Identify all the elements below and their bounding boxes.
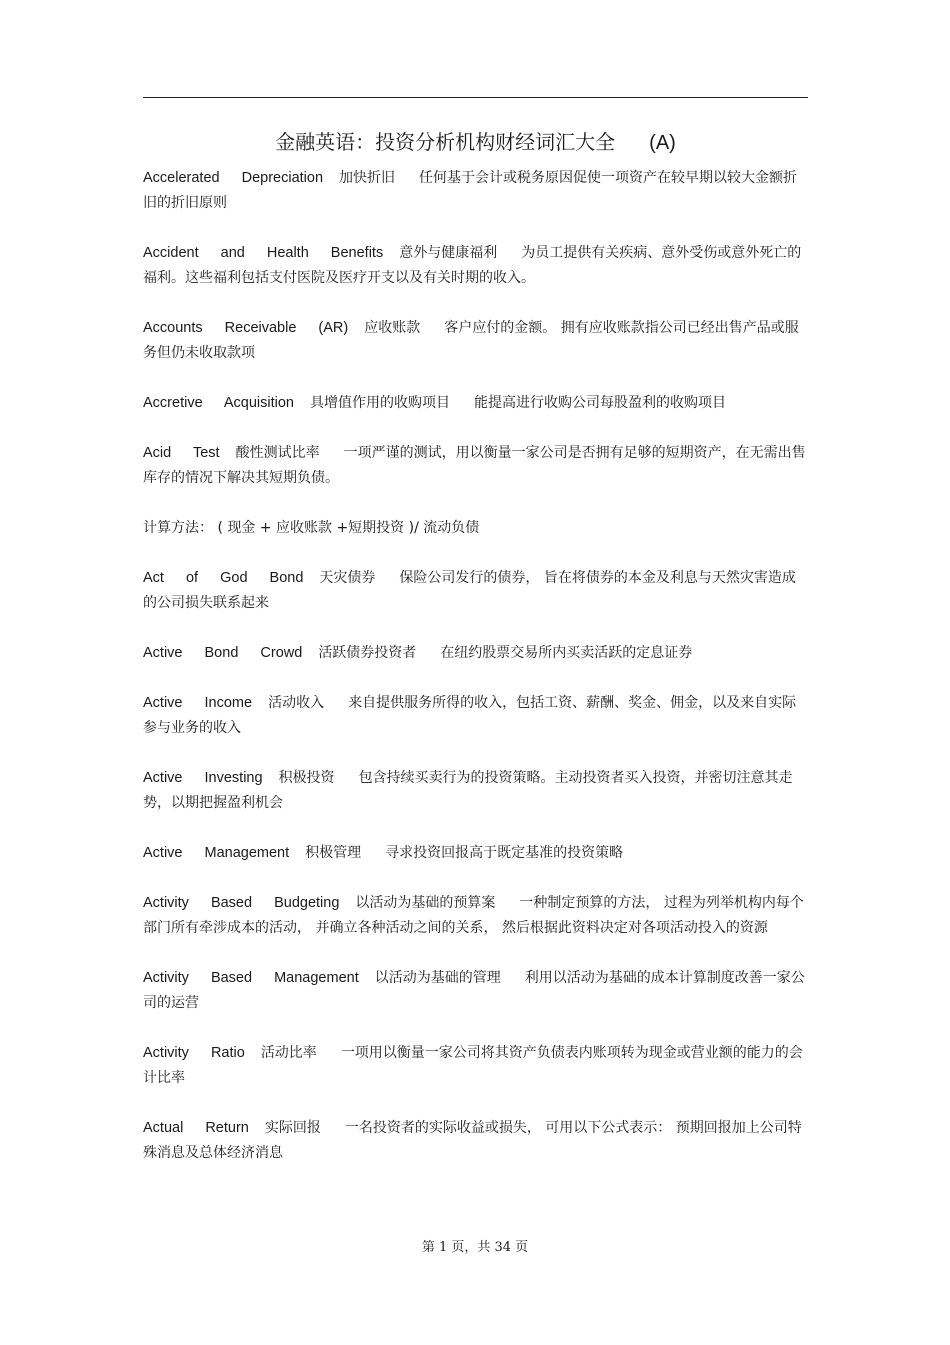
glossary-entry	[143, 891, 808, 941]
entry-chinese-term: 活动比率	[260, 1045, 317, 1061]
glossary-entry	[143, 566, 808, 616]
glossary-entry	[143, 691, 808, 741]
entry-term: Accretive Acquisition	[143, 395, 294, 411]
entry-definition: 为员工提供有关疾病、意外受伤或意外死亡的福利。这些福利包括支付医院及医疗开支以及有关时期的收入。	[143, 245, 802, 286]
glossary-entry	[143, 766, 808, 816]
entry-chinese-term: 以活动为基础的管理	[374, 970, 501, 986]
glossary-entry	[143, 1116, 808, 1166]
formula-text: 计算方法： ( 现金 + 应收账款 +短期投资 )/ 流动负债	[143, 520, 480, 536]
entry-chinese-term: 应收账款	[364, 320, 421, 336]
entry-chinese-term: 加快折旧	[339, 170, 396, 186]
glossary-entry	[143, 316, 808, 366]
glossary-entry	[143, 841, 808, 866]
entry-definition: 保险公司发行的债券， 旨在将债券的本金及利息与天然灾害造成的公司损失联系起来	[143, 570, 796, 611]
entry-definition: 能提高进行收购公司每股盈利的收购项目	[473, 395, 726, 411]
entry-definition: 寻求投资回报高于既定基准的投资策略	[385, 845, 624, 861]
entry-term: Act of God Bond	[143, 570, 304, 586]
glossary-list	[143, 166, 808, 1191]
page-title-suffix: (A)	[649, 132, 676, 154]
entry-definition: 任何基于会计或税务原因促使一项资产在较早期以较大金额折旧的折旧原则	[143, 170, 798, 211]
glossary-entry	[143, 1041, 808, 1091]
entry-chinese-term: 具增值作用的收购项目	[309, 395, 450, 411]
entry-term: Accelerated Depreciation	[143, 170, 324, 186]
entry-definition: 一项严谨的测试，用以衡量一家公司是否拥有足够的短期资产，在无需出售库存的情况下解决其短期负债。	[143, 445, 806, 486]
entry-term: Activity Based Budgeting	[143, 895, 340, 911]
entry-chinese-term: 活跃债券投资者	[318, 645, 417, 661]
entry-chinese-term: 积极管理	[305, 845, 362, 861]
glossary-entry	[143, 241, 808, 291]
entry-definition: 一种制定预算的方法， 过程为列举机构内每个部门所有牵涉成本的活动， 并确立各种活动之间的关系， 然后根据此资料决定对各项活动投入的资源	[143, 895, 804, 936]
entry-chinese-term: 意外与健康福利	[399, 245, 498, 261]
entry-definition: 一项用以衡量一家公司将其资产负债表内账项转为现金或营业额的能力的会计比率	[143, 1045, 803, 1086]
entry-term: Actual Return	[143, 1120, 249, 1136]
entry-term: Accounts Receivable (AR)	[143, 320, 349, 336]
entry-term: Active Income	[143, 695, 253, 711]
glossary-entry	[143, 966, 808, 1016]
glossary-entry	[143, 641, 808, 666]
entry-chinese-term: 以活动为基础的预算案	[355, 895, 496, 911]
entry-term: Acid Test	[143, 445, 220, 461]
entry-term: Activity Based Management	[143, 970, 359, 986]
entry-term: Active Bond Crowd	[143, 645, 303, 661]
entry-chinese-term: 活动收入	[268, 695, 325, 711]
entry-term: Active Investing	[143, 770, 263, 786]
entry-chinese-term: 酸性测试比率	[235, 445, 320, 461]
formula-line	[143, 516, 808, 541]
entry-term: Active Management	[143, 845, 290, 861]
entry-definition: 利用以活动为基础的成本计算制度改善一家公司的运营	[143, 970, 805, 1011]
entry-term: Accident and Health Benefits	[143, 245, 384, 261]
entry-definition: 客户应付的金额。 拥有应收账款指公司已经出售产品或服务但仍未收取款项	[143, 320, 799, 361]
entry-definition: 包含持续买卖行为的投资策略。主动投资者买入投资，并密切注意其走势，以期把握盈利机会	[143, 770, 793, 811]
entry-definition: 在纽约股票交易所内买卖活跃的定息证券	[440, 645, 693, 661]
glossary-entry	[143, 441, 808, 491]
entry-definition: 一名投资者的实际收益或损失， 可用以下公式表示： 预期回报加上公司特殊消息及总体经济消息	[143, 1120, 802, 1161]
glossary-entry	[143, 166, 808, 216]
page-number-footer: 第 1 页，共 34 页	[421, 1240, 529, 1255]
entry-definition: 来自提供服务所得的收入，包括工资、薪酬、奖金、佣金，以及来自实际参与业务的收入	[143, 695, 797, 736]
entry-chinese-term: 实际回报	[264, 1120, 321, 1136]
entry-chinese-term: 天灾债券	[319, 570, 376, 586]
page-title	[143, 128, 808, 157]
page-title-text: 金融英语：投资分析机构财经词汇大全	[275, 130, 616, 154]
entry-term: Activity Ratio	[143, 1045, 245, 1061]
glossary-entry	[143, 391, 808, 416]
entry-chinese-term: 积极投资	[278, 770, 335, 786]
header-rule	[143, 97, 808, 98]
